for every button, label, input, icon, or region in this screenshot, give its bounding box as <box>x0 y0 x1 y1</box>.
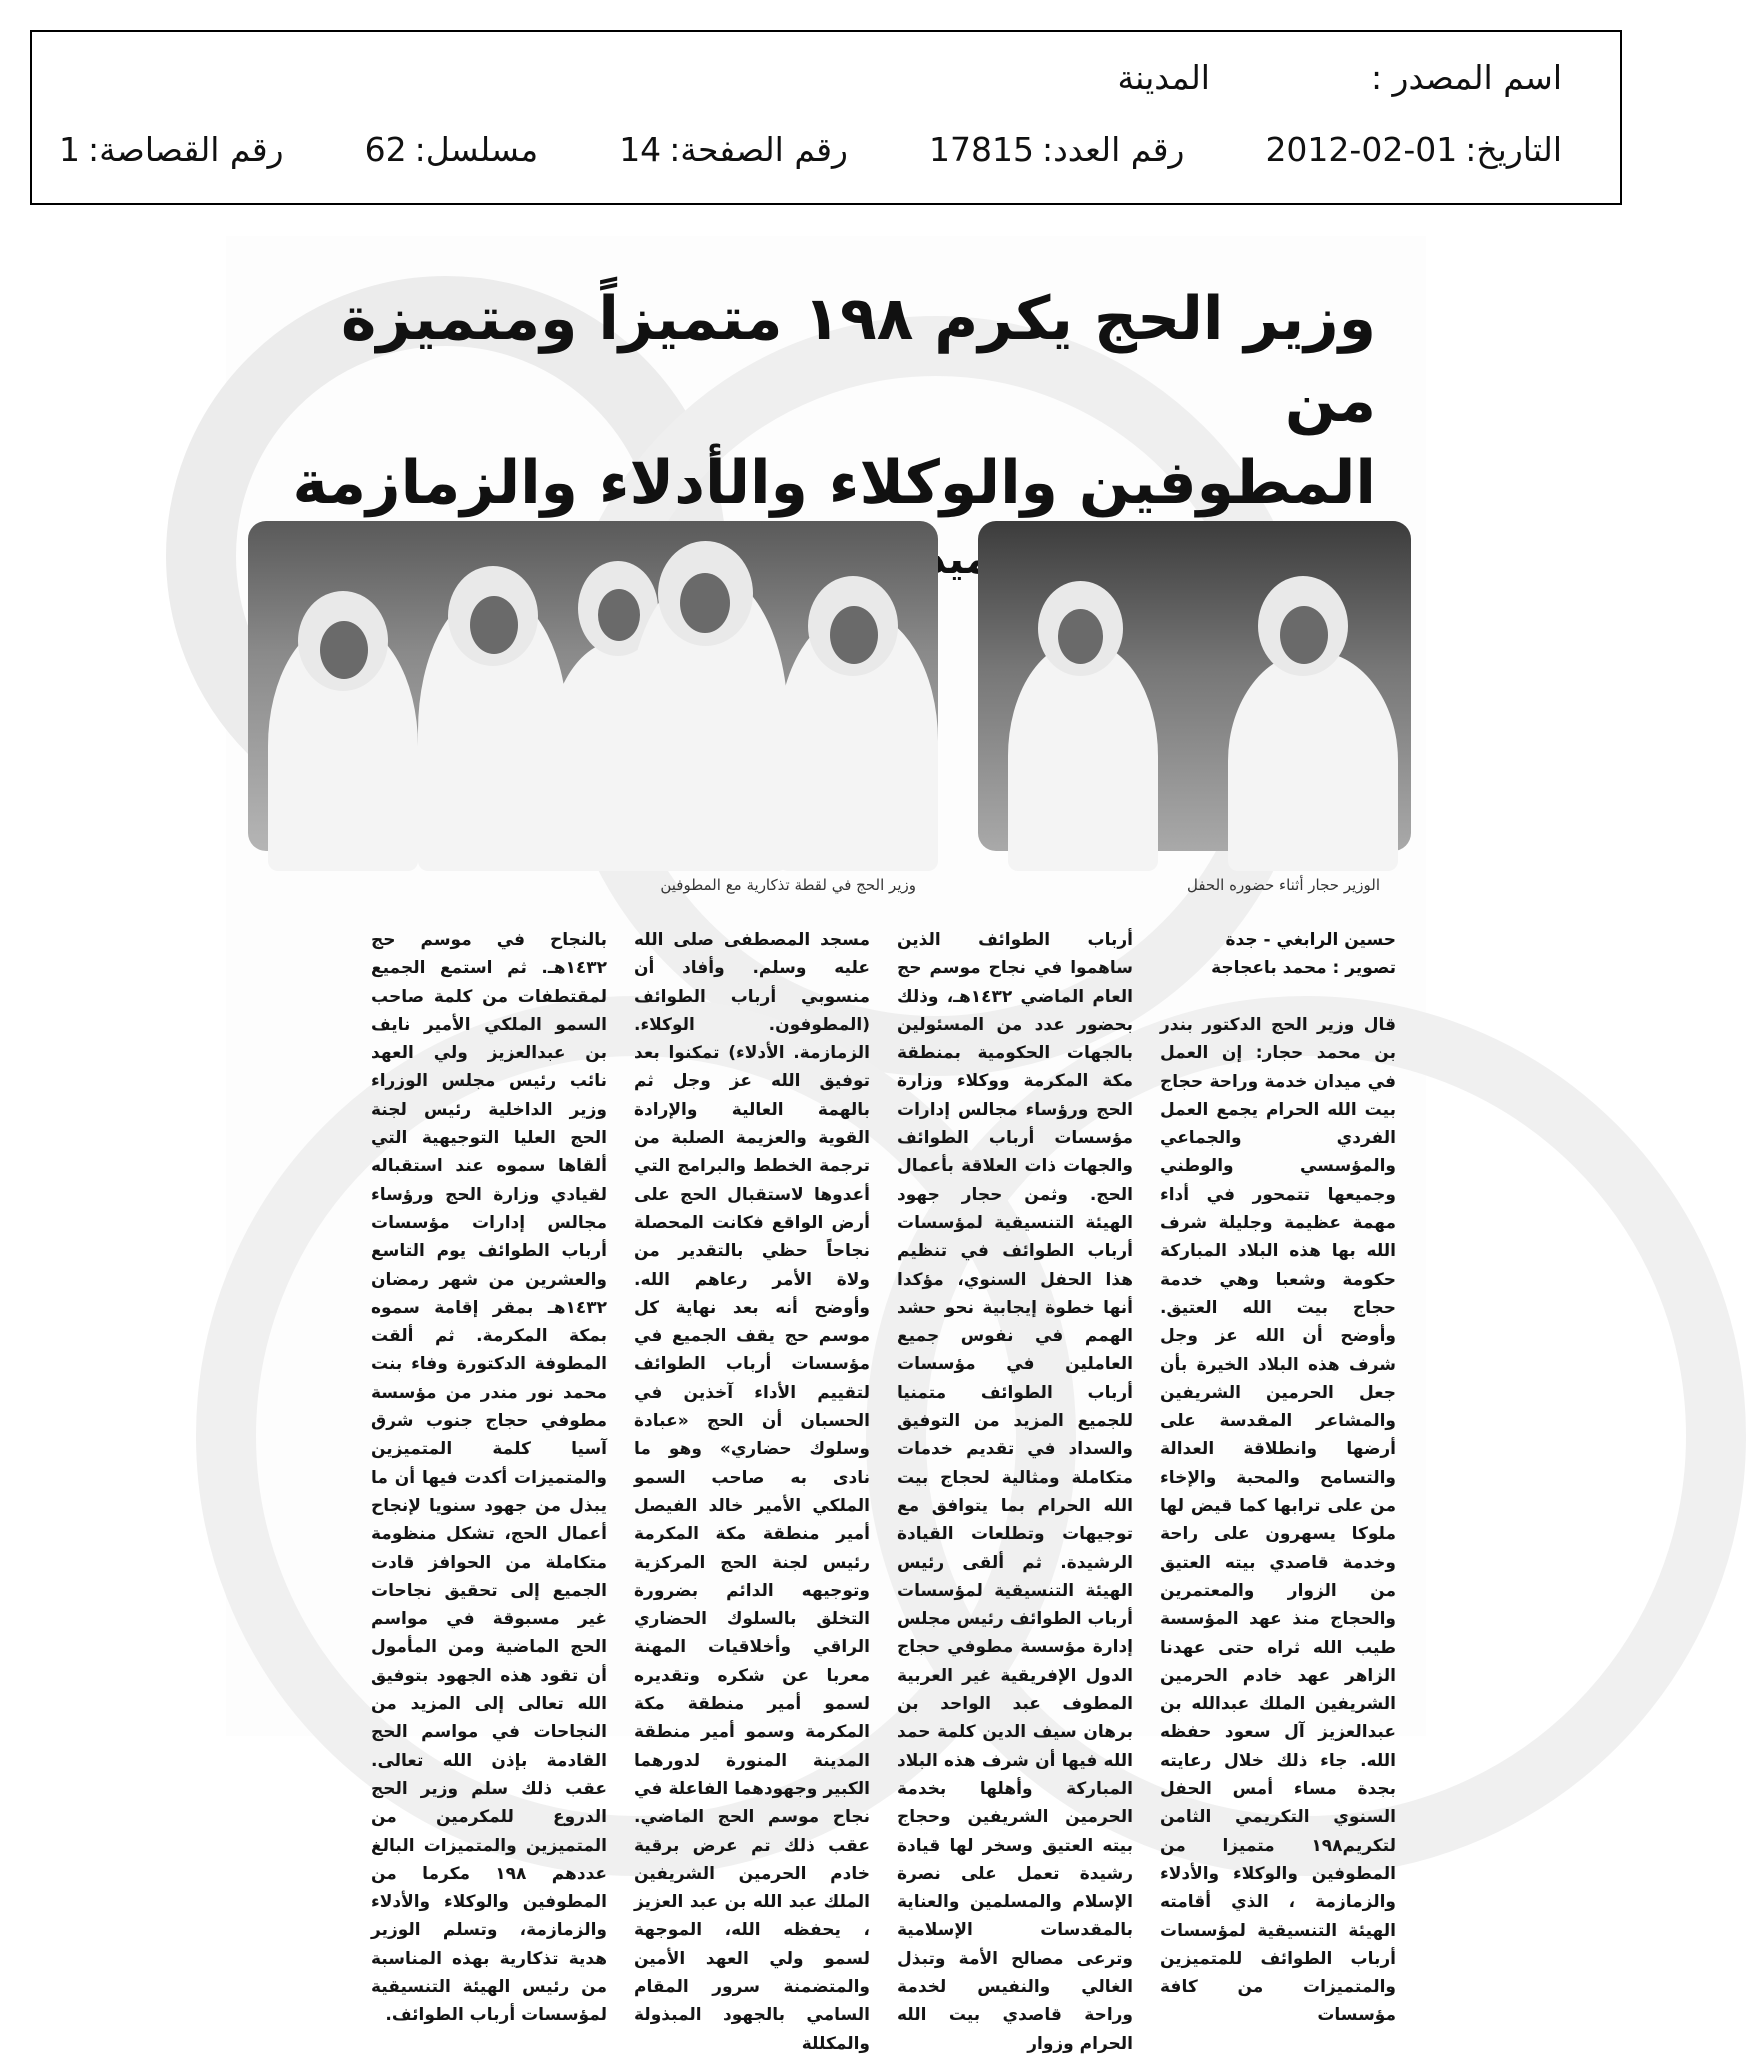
clip-label: رقم القصاصة: <box>88 130 284 169</box>
page-value: 14 <box>619 130 662 169</box>
date-label: التاريخ: <box>1465 130 1562 169</box>
clipping-metadata-box <box>30 30 1622 205</box>
source-line <box>1117 58 1562 97</box>
photo-caption-left: وزير الحج في لقطة تذكارية مع المطوفين <box>660 876 916 894</box>
date-value: 2012-02-01 <box>1265 130 1458 169</box>
photo-caption-right: الوزير حجار أثناء حضوره الحفل <box>1186 876 1380 894</box>
source-value: المدينة <box>1117 58 1210 97</box>
source-label: اسم المصدر : <box>1370 58 1562 97</box>
group-photo <box>248 521 938 851</box>
newspaper-clipping <box>226 236 1426 2054</box>
article-column-1: قال وزير الحج الدكتور بندر بن محمد حجار: إن العمل في ميدان خدمة وراحة حجاج بيت الله الحرام يجمع العمل الفردي والجماعي والمؤسسي والوطني وجميعها تتمحور في أداء مهمة عظيمة وجليلة شرف الله بها هذه البلاد المباركة حكومة وشعبا وهي خدمة حجاج بيت الله العتيق. وأوضح أن الله عز وجل شرف هذه البلاد الخيرة بأن جعل الحرمين الشريفين والمشاعر المقدسة على أرضها وانطلاقة العدالة والتسامح والمحبة والإخاء من على ترابها كما قيض لها ملوكا يسهرون على راحة وخدمة قاصدي بيته العتيق من الزوار والمعتمرين والحجاج منذ عهد المؤسسة طيب الله ثراه حتى عهدنا الزاهر عهد خادم الحرمين الشريفين الملك عبدالله بن عبدالعزيز آل سعود حفظه الله. جاء ذلك خلال رعايته بجدة مساء أمس الحفل السنوي التكريمي الثامن لتكريم١٩٨ متميزا من المطوفين والوكلاء والأدلاء والزمازمة ، الذي أقامته الهيئة التنسيقية لمؤسسات أرباب الطوائف للمتميزين والمتميزات من كافة مؤسسات <box>1160 1015 1396 2026</box>
byline <box>1161 926 1396 982</box>
article-column-2: أرباب الطوائف الذين ساهموا في نجاح موسم حج العام الماضي ١٤٣٢هـ، وذلك بحضور عدد من المسئولين بالجهات الحكومية بمنطقة مكة المكرمة ووكلاء وزارة الحج ورؤساء مجالس إدارات مؤسسات أرباب الطوائف والجهات ذات العلاقة بأعمال الحج. وثمن حجار جهود الهيئة التنسيقية لمؤسسات أرباب الطوائف في تنظيم هذا الحفل السنوي، مؤكدا أنها خطوة إيجابية نحو حشد الهمم في نفوس جميع العاملين في مؤسسات أرباب الطوائف متمنيا للجميع المزيد من التوفيق والسداد في تقديم خدمات متكاملة ومثالية لحجاج بيت الله الحرام بما يتوافق مع توجيهات وتطلعات القيادة الرشيدة. ثم ألقى رئيس الهيئة التنسيقية لمؤسسات أرباب الطوائف رئيس مجلس إدارة مؤسسة مطوفي حجاج الدول الإفريقية غير العربية المطوف عبد الواحد بن برهان سيف الدين كلمة حمد الله فيها أن شرف هذه البلاد المباركة وأهلها بخدمة الحرمين الشريفين وحجاج بيته العتيق وسخر لها قيادة رشيدة تعمل على نصرة الإسلام والمسلمين والعناية بالمقدسات الإسلامية وترعى مصالح الأمة وتبذل الغالي والنفيس لخدمة وراحة قاصدي بيت الله الحرام وزوار <box>897 930 1133 2054</box>
issue-label: رقم العدد: <box>1041 130 1185 169</box>
details-line <box>59 130 1562 169</box>
article-column-4: بالنجاح في موسم حج ١٤٣٢هـ. ثم استمع الجميع لمقتطفات من كلمة صاحب السمو الملكي الأمير نايف بن عبدالعزيز ولي العهد نائب رئيس مجلس الوزراء وزير الداخلية رئيس لجنة الحج العليا التوجيهية التي ألقاها سموه عند استقباله لقيادي وزارة الحج ورؤساء مجالس إدارات مؤسسات أرباب الطوائف يوم التاسع والعشرين من شهر رمضان ١٤٣٢هـ بمقر إقامة سموه بمكة المكرمة. ثم ألقت المطوفة الدكتورة وفاء بنت محمد نور مندر من مؤسسة مطوفي حجاج جنوب شرق آسيا كلمة المتميزين والمتميزات أكدت فيها أن ما يبذل من جهود سنويا لإنجاح أعمال الحج، تشكل منظومة متكاملة من الحوافز قادت الجميع إلى تحقيق نجاحات غير مسبوقة في مواسم الحج الماضية ومن المأمول أن تقود هذه الجهود بتوفيق الله تعالى إلى المزيد من النجاحات في مواسم الحج القادمة بإذن الله تعالى. عقب ذلك سلم وزير الحج الدروع للمكرمين من المتميزين والمتميزات البالغ عددهم ١٩٨ مكرما من المطوفين والوكلاء والأدلاء والزمازمة، وتسلم الوزير هدية تذكارية بهذه المناسبة من رئيس الهيئة التنسيقية لمؤسسات أرباب الطوائف. <box>371 930 607 2026</box>
seated-minister-photo <box>978 521 1411 851</box>
headline-line-2: المطوفين والوكلاء والأدلاء والزمازمة <box>292 448 1376 518</box>
serial-label: مسلسل: <box>414 130 539 169</box>
byline-author: حسين الرابغي - جدة <box>1225 930 1396 950</box>
article-column-3: مسجد المصطفى صلى الله عليه وسلم. وأفاد أن منسوبي أرباب الطوائف (المطوفون. الوكلاء. الزمازمة. الأدلاء) تمكنوا بعد توفيق الله عز وجل ثم بالهمة العالية والإرادة القوية والعزيمة الصلبة من ترجمة الخطط والبرامج التي أعدوها لاستقبال الحج على أرض الواقع فكانت المحصلة نجاحاً حظي بالتقدير من ولاة الأمر رعاهم الله. وأوضح أنه بعد نهاية كل موسم حج يقف الجميع في مؤسسات أرباب الطوائف لتقييم الأداء آخذين في الحسبان أن الحج «عبادة وسلوك حضاري» وهو ما نادى به صاحب السمو الملكي الأمير خالد الفيصل أمير منطقة مكة المكرمة رئيس لجنة الحج المركزية وتوجيهه الدائم بضرورة التخلق بالسلوك الحضاري الراقي وأخلاقيات المهنة معربا عن شكره وتقديره لسمو أمير منطقة مكة المكرمة وسمو أمير منطقة المدينة المنورة لدورهما الكبير وجهودهما الفاعلة في نجاح موسم الحج الماضي. عقب ذلك تم عرض برقية خادم الحرمين الشريفين الملك عبد الله بن عبد العزيز ، يحفظه الله، الموجهة لسمو ولي العهد الأمين والمتضمنة سرور المقام السامي بالجهود المبذولة والمكللة <box>634 930 870 2054</box>
page-label: رقم الصفحة: <box>669 130 848 169</box>
headline-line-1: وزير الحج يكرم ١٩٨ متميزاً ومتميزة من <box>341 284 1376 436</box>
byline-photographer: تصوير : محمد باعجاجة <box>1211 958 1396 978</box>
clip-value: 1 <box>59 130 80 169</box>
serial-value: 62 <box>364 130 407 169</box>
issue-value: 17815 <box>929 130 1034 169</box>
